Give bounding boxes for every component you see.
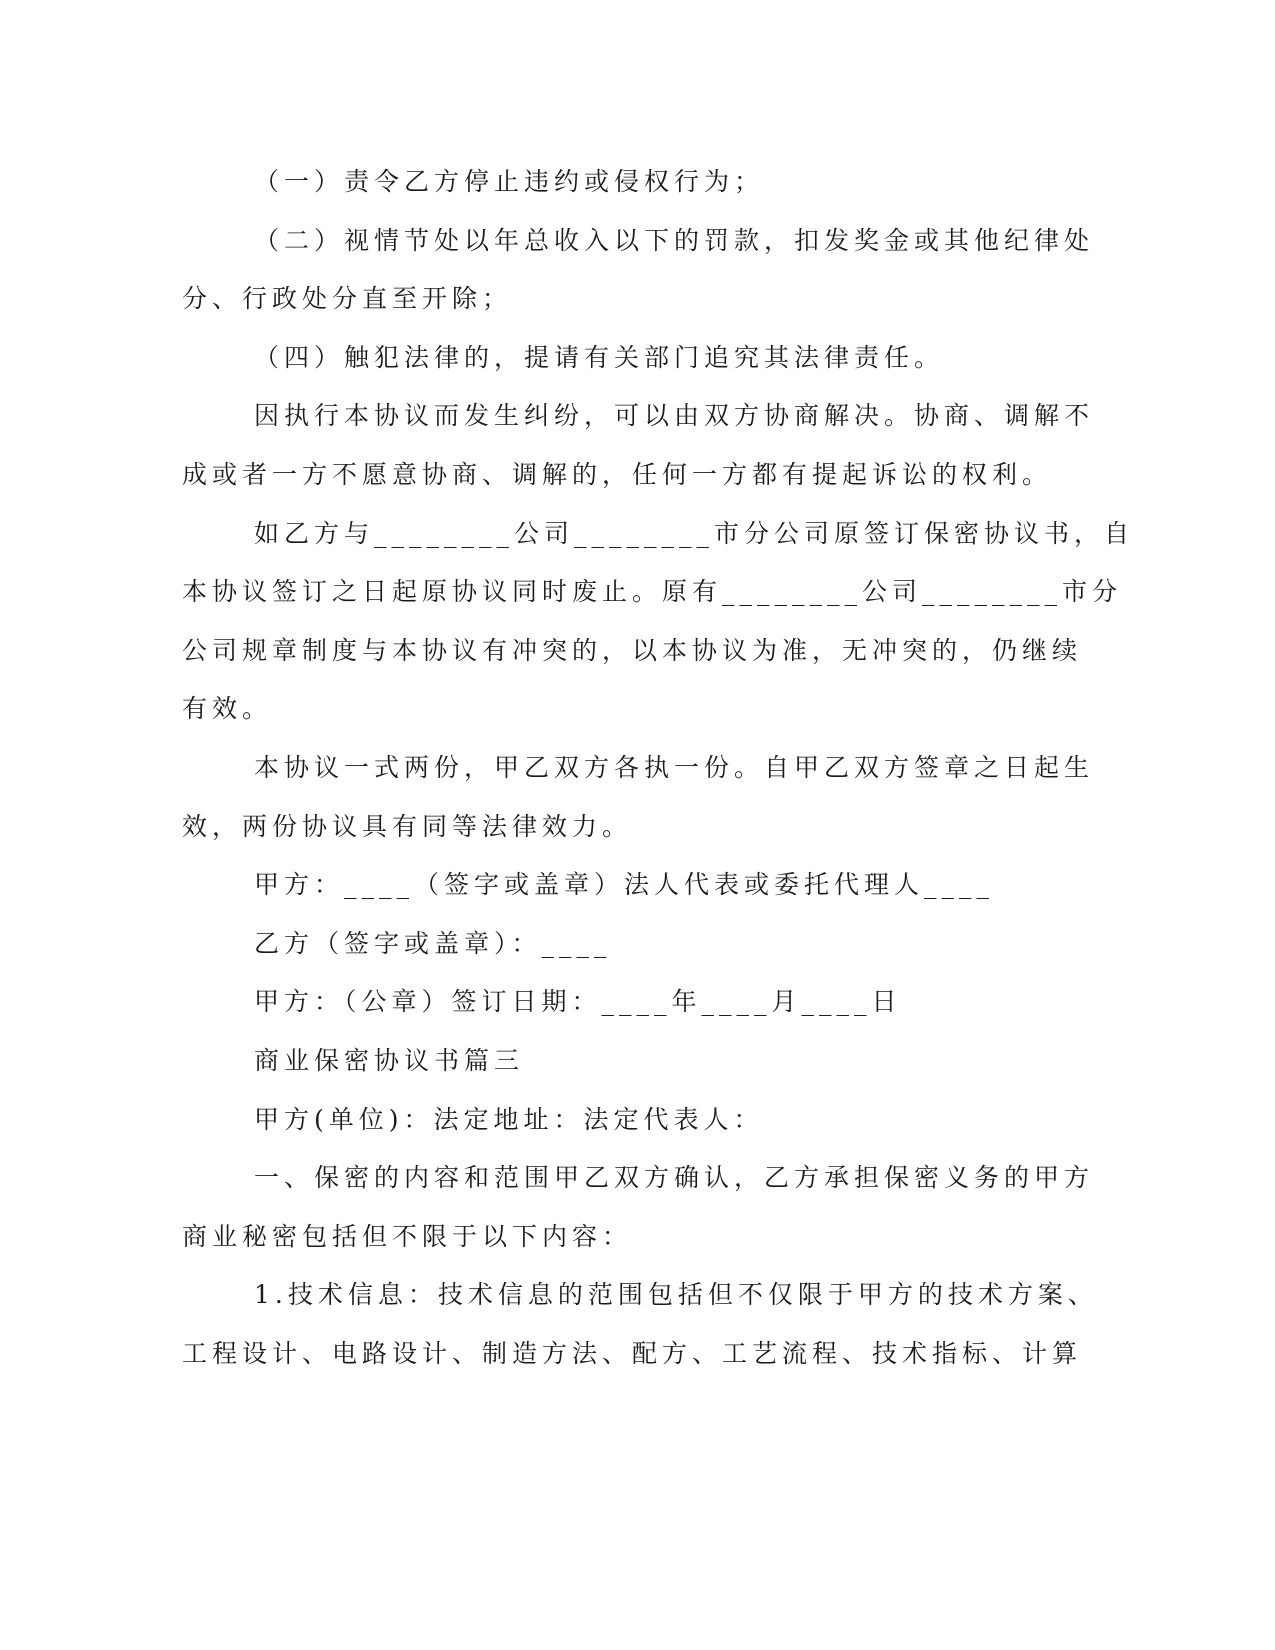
previous-agreement-paragraph-continuation: 有效。	[182, 694, 273, 724]
copies-paragraph-continuation: 效，两份协议具有同等法律效力。	[182, 811, 633, 841]
dispute-paragraph-continuation: 成或者一方不愿意协商、调解的，任何一方都有提起诉讼的权利。	[182, 459, 1053, 489]
party-a-info-line: 甲方(单位)：法定地址：法定代表人：	[254, 1104, 764, 1134]
party-a-signature-line: 甲方：____（签字或盖章）法人代表或委托代理人____	[254, 870, 995, 900]
copies-paragraph-line: 本协议一式两份，甲乙双方各执一份。自甲乙双方签章之日起生	[254, 752, 1095, 782]
previous-agreement-paragraph-line: 如乙方与________公司________市分公司原签订保密协议书，自	[254, 518, 1135, 548]
confidentiality-scope-line: 一、保密的内容和范围甲乙双方确认，乙方承担保密义务的甲方	[254, 1163, 1095, 1193]
technical-info-line: 1.技术信息：技术信息的范围包括但不仅限于甲方的技术方案、	[254, 1280, 1098, 1310]
clause-2-continuation: 分、行政处分直至开除；	[182, 284, 513, 314]
party-b-signature-line: 乙方（签字或盖章）：____	[254, 928, 612, 958]
document-body	[182, 153, 1135, 1383]
previous-agreement-paragraph-continuation: 公司规章制度与本协议有冲突的，以本协议为准，无冲突的，仍继续	[182, 635, 1083, 665]
signing-date-line: 甲方：（公章）签订日期：____年____月____日	[254, 987, 902, 1017]
section-heading: 商业保密协议书篇三	[254, 1045, 525, 1075]
confidentiality-scope-continuation: 商业秘密包括但不限于以下内容：	[182, 1221, 633, 1251]
previous-agreement-paragraph-continuation: 本协议签订之日起原协议同时废止。原有________公司________市分	[182, 577, 1123, 607]
technical-info-continuation: 工程设计、电路设计、制造方法、配方、工艺流程、技术指标、计算	[182, 1338, 1083, 1368]
clause-4-line: （四）触犯法律的，提请有关部门追究其法律责任。	[254, 342, 945, 372]
clause-2-line: （二）视情节处以年总收入以下的罚款，扣发奖金或其他纪律处	[254, 225, 1095, 255]
dispute-paragraph-line: 因执行本协议而发生纠纷，可以由双方协商解决。协商、调解不	[254, 401, 1095, 431]
clause-1-line: （一）责令乙方停止违约或侵权行为；	[254, 167, 765, 196]
